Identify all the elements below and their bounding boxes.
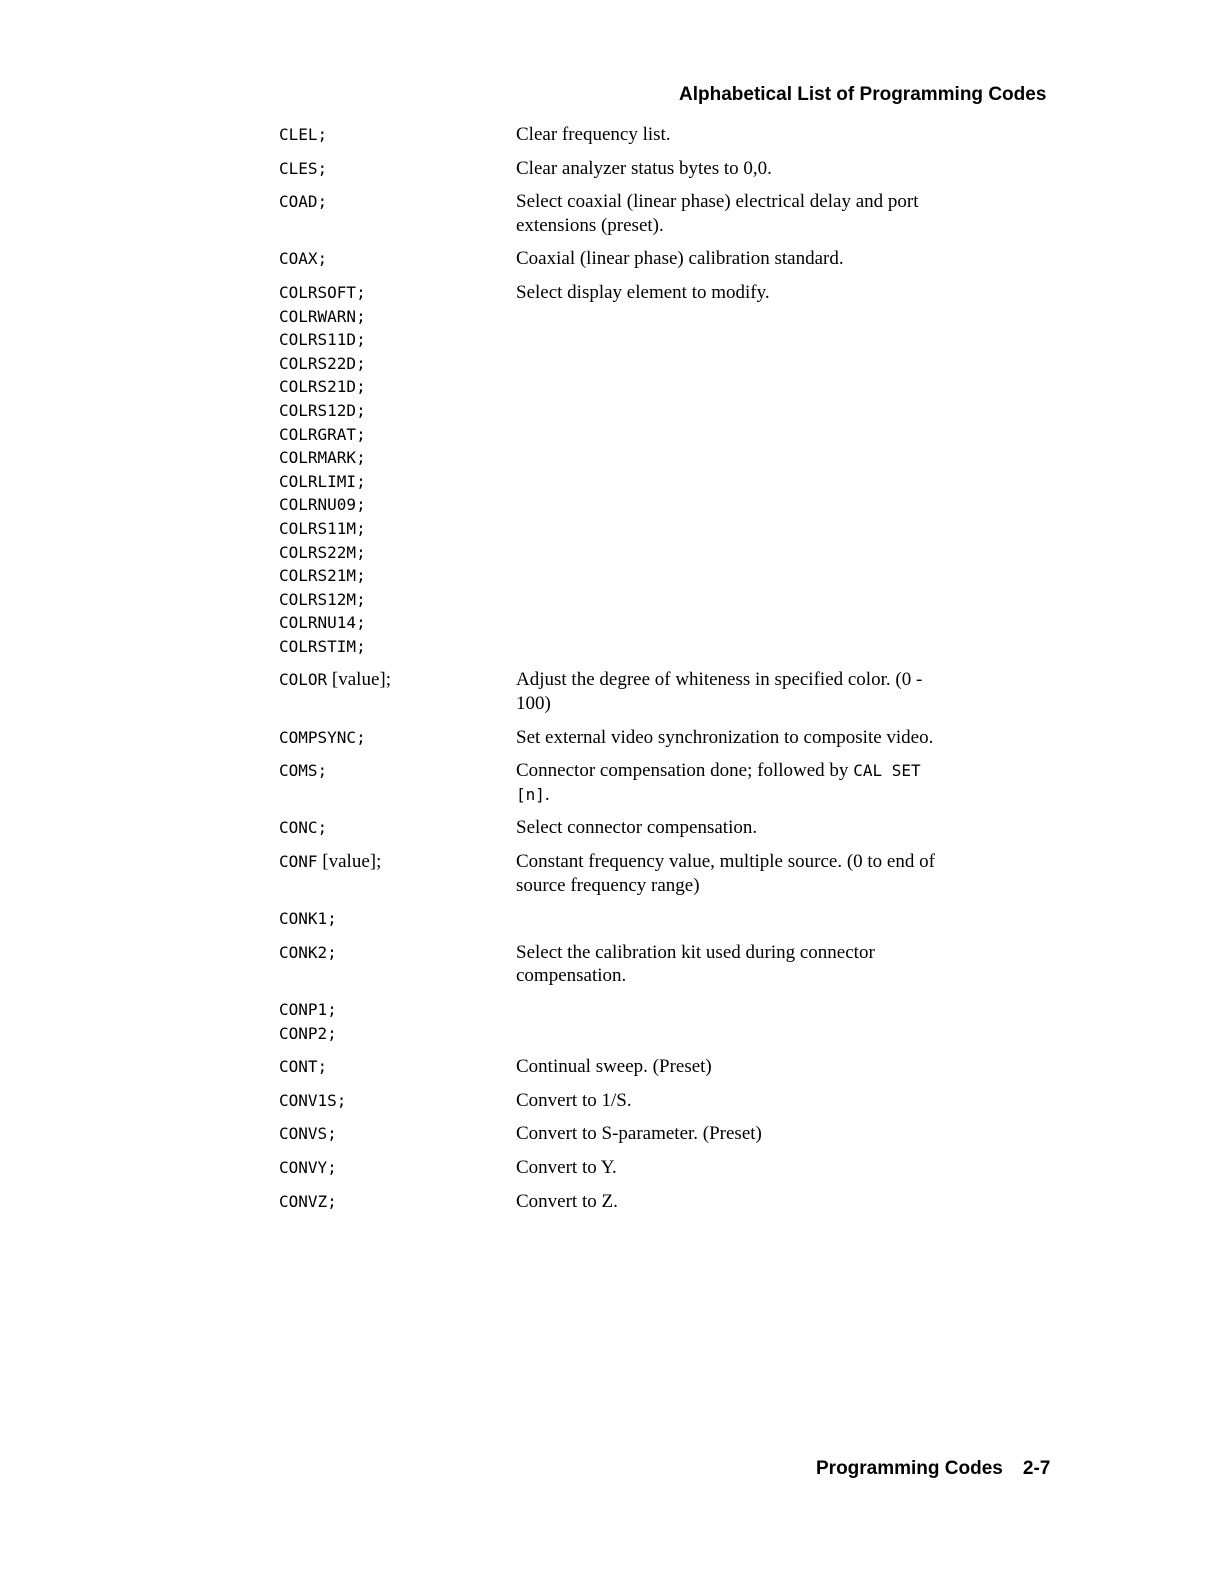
code-column [279, 759, 516, 783]
page-header: Alphabetical List of Programming Codes [679, 84, 1047, 105]
code-column [279, 157, 516, 181]
programming-code [279, 470, 516, 494]
programming-code [279, 1122, 516, 1146]
code-mnemonic: COLRNU14; [279, 613, 366, 633]
code-entry [279, 941, 959, 988]
programming-code [279, 941, 516, 965]
programming-code [279, 907, 516, 931]
code-entry [279, 759, 959, 806]
code-entry [279, 668, 959, 715]
code-description [516, 1089, 936, 1113]
code-entry [279, 1190, 959, 1214]
code-mnemonic: CLEL; [279, 125, 328, 144]
code-entry [279, 998, 959, 1045]
code-entry [279, 281, 959, 659]
code-mnemonic: COLRMARK; [279, 448, 366, 468]
description-text: Convert to 1/S. [516, 1089, 632, 1111]
description-text: Select coaxial (linear phase) electrical delay and port extensions (preset). [516, 191, 919, 236]
programming-code [279, 305, 516, 329]
code-mnemonic: CONF [279, 852, 318, 872]
code-description [516, 1156, 936, 1180]
code-description [516, 123, 936, 147]
code-mnemonic: COLOR [279, 670, 328, 690]
programming-code [279, 635, 516, 659]
programming-code [279, 328, 516, 352]
page-footer [816, 1458, 1050, 1480]
code-mnemonic: COLRS11M; [279, 518, 366, 538]
code-column [279, 190, 516, 214]
code-description [516, 190, 936, 237]
programming-code [279, 759, 516, 783]
programming-code [279, 446, 516, 470]
code-mnemonic: COMPSYNC; [279, 727, 366, 747]
description-text: Constant frequency value, multiple source. (0 to end of source frequency range) [516, 851, 935, 896]
programming-code [279, 1055, 516, 1079]
programming-code [279, 541, 516, 565]
code-description [516, 1055, 936, 1079]
description-text: Select the calibration kit used during connector compensation. [516, 941, 875, 987]
code-mnemonic: COLRS21M; [279, 566, 366, 586]
code-description [516, 247, 936, 271]
code-entry [279, 816, 959, 840]
programming-code [279, 998, 516, 1022]
programming-code [279, 375, 516, 399]
description-text: Set external video synchronization to composite video. [516, 726, 934, 748]
code-column [279, 726, 516, 750]
code-mnemonic: CONP2; [279, 1023, 337, 1043]
programming-code [279, 157, 516, 181]
description-text: Convert to S-parameter. (Preset) [516, 1123, 762, 1145]
code-entry [279, 1122, 959, 1146]
code-mnemonic: COLRWARN; [279, 306, 366, 326]
code-mnemonic: COLRSOFT; [279, 282, 366, 302]
code-column [279, 907, 516, 931]
code-description [516, 759, 936, 806]
code-entry [279, 247, 959, 271]
code-mnemonic: COLRS11D; [279, 330, 366, 350]
code-column [279, 816, 516, 840]
programming-code [279, 493, 516, 517]
code-mnemonic: CLES; [279, 158, 328, 178]
programming-code [279, 726, 516, 750]
programming-code [279, 247, 516, 271]
code-column [279, 998, 516, 1045]
description-text: . [544, 783, 550, 805]
code-entry [279, 190, 959, 237]
code-column [279, 1089, 516, 1113]
code-mnemonic: COLRS22M; [279, 542, 366, 562]
code-entry [279, 1156, 959, 1180]
code-mnemonic: CONVZ; [279, 1191, 337, 1211]
code-description [516, 726, 936, 750]
code-column [279, 668, 516, 692]
page-number: 2-7 [1022, 1458, 1051, 1479]
code-parameter: [value]; [327, 669, 391, 691]
code-mnemonic: CONK1; [279, 909, 337, 929]
programming-code [279, 1156, 516, 1180]
code-mnemonic: COLRLIMI; [279, 471, 366, 491]
programming-code [279, 668, 516, 692]
programming-code [279, 850, 516, 874]
code-description [516, 816, 936, 840]
programming-code [279, 190, 516, 214]
code-entry [279, 1089, 959, 1113]
code-description [516, 668, 936, 715]
code-description [516, 281, 936, 305]
programming-code [279, 1089, 516, 1113]
code-mnemonic: COLRS22D; [279, 353, 366, 373]
programming-code [279, 1022, 516, 1046]
code-description [516, 1122, 936, 1146]
code-entry [279, 123, 959, 147]
description-text: Clear analyzer status bytes to 0,0. [516, 157, 772, 179]
programming-code [279, 611, 516, 635]
code-mnemonic: CONC; [279, 818, 328, 838]
code-column [279, 247, 516, 271]
programming-code [279, 123, 516, 147]
footer-section-title: Programming Codes [816, 1458, 1003, 1479]
description-text: Adjust the degree of whiteness in specified color. (0 - 100) [516, 669, 923, 715]
code-column [279, 281, 516, 659]
code-column [279, 1156, 516, 1180]
code-mnemonic: COLRS12D; [279, 400, 366, 420]
code-mnemonic: COLRSTIM; [279, 636, 366, 656]
inline-code: CAL SET [n] [516, 761, 921, 804]
code-mnemonic: COLRS21D; [279, 377, 366, 397]
code-column [279, 850, 516, 874]
code-entry [279, 850, 959, 897]
code-mnemonic: COAD; [279, 192, 328, 212]
code-column [279, 1055, 516, 1079]
code-mnemonic: COMS; [279, 761, 328, 781]
code-description [516, 941, 936, 988]
code-mnemonic: COLRNU09; [279, 495, 366, 515]
code-description [516, 157, 936, 181]
code-mnemonic: COLRGRAT; [279, 424, 366, 444]
code-entry [279, 157, 959, 181]
programming-code [279, 281, 516, 305]
programming-code [279, 588, 516, 612]
code-description [516, 850, 936, 897]
code-mnemonic: CONVS; [279, 1124, 337, 1144]
code-mnemonic: CONP1; [279, 1000, 337, 1019]
description-text: Convert to Z. [516, 1190, 618, 1212]
code-column [279, 1190, 516, 1214]
programming-code [279, 1190, 516, 1214]
description-text: Convert to Y. [516, 1156, 617, 1178]
description-text: Continual sweep. (Preset) [516, 1056, 712, 1078]
code-mnemonic: COLRS12M; [279, 589, 366, 609]
programming-code [279, 816, 516, 840]
programming-code [279, 399, 516, 423]
description-text: Connector compensation done; followed by [516, 760, 854, 782]
code-mnemonic: CONT; [279, 1057, 328, 1077]
code-entry [279, 907, 959, 931]
code-column [279, 1122, 516, 1146]
programming-code [279, 423, 516, 447]
code-parameter: [value]; [317, 851, 382, 873]
description-text: Clear frequency list. [516, 124, 671, 145]
code-entry [279, 726, 959, 750]
description-text: Coaxial (linear phase) calibration standard. [516, 248, 844, 270]
code-entry [279, 1055, 959, 1079]
code-description [516, 1190, 936, 1214]
programming-code [279, 564, 516, 588]
description-text: Select display element to modify. [516, 281, 770, 303]
programming-code-list [279, 123, 959, 1223]
programming-code [279, 517, 516, 541]
code-mnemonic: CONVY; [279, 1157, 337, 1177]
code-mnemonic: CONV1S; [279, 1090, 347, 1110]
code-column [279, 123, 516, 147]
code-column [279, 941, 516, 965]
description-text: Select connector compensation. [516, 817, 758, 839]
code-mnemonic: COAX; [279, 249, 328, 269]
code-mnemonic: CONK2; [279, 942, 337, 962]
programming-code [279, 352, 516, 376]
